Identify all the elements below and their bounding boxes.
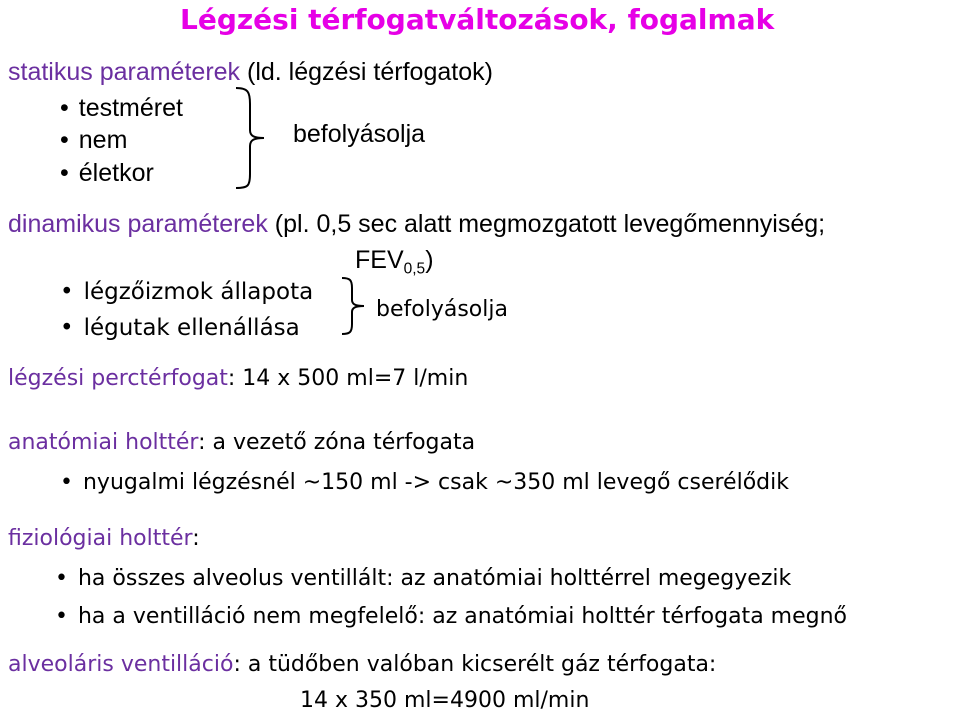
static-note: (ld. légzési térfogatok)	[240, 58, 493, 86]
list-item: • testméret	[60, 96, 183, 121]
minute-volume-term: légzési perctérfogat	[8, 366, 228, 391]
static-term: statikus paraméterek	[8, 58, 241, 86]
alveolar-ventilation	[8, 654, 716, 676]
alveolar-ventilation-def: : a tüdőben valóban kicserélt gáz térfogata:	[233, 652, 717, 677]
physiologic-dead-space-term: fiziológiai holttér	[8, 526, 193, 551]
anatomic-dead-space	[8, 432, 475, 454]
list-item: • ha a ventilláció nem megfelelő: az anatómiai holttér térfogata megnő	[55, 606, 847, 628]
list-item: • életkor	[60, 161, 154, 186]
minute-volume-value: : 14 x 500 ml=7 l/min	[227, 366, 469, 391]
page-title: Légzési térfogatváltozások, fogalmak	[180, 3, 775, 36]
dynamic-heading	[8, 212, 825, 237]
dynamic-note: (pl. 0,5 sec alatt megmozgatott levegőmennyiség;	[267, 210, 826, 238]
static-brace-label: befolyásolja	[293, 120, 426, 148]
brace-icon	[234, 86, 268, 190]
dynamic-brace-label: befolyásolja	[376, 297, 508, 322]
physiologic-dead-space-colon: :	[192, 526, 200, 551]
fev-main: FEV	[355, 246, 404, 274]
fev-label	[355, 246, 434, 278]
list-item: • nyugalmi légzésnél ~150 ml -> csak ~350 ml levegő cserélődik	[60, 472, 789, 494]
fev-sub: 0,5	[403, 260, 426, 278]
static-heading	[8, 60, 493, 85]
alveolar-ventilation-formula: 14 x 350 ml=4900 ml/min	[300, 688, 590, 713]
list-item: • ha összes alveolus ventillált: az anatómiai holttérrel megegyezik	[55, 568, 791, 590]
list-item: • nem	[60, 128, 127, 153]
fev-close: )	[425, 246, 434, 274]
minute-volume	[8, 368, 468, 390]
list-item: • légutak ellenállása	[60, 317, 300, 340]
dynamic-term: dinamikus paraméterek	[8, 210, 268, 238]
anatomic-dead-space-def: : a vezető zóna térfogata	[198, 430, 476, 455]
brace-icon	[340, 276, 368, 336]
physiologic-dead-space	[8, 528, 200, 550]
list-item: • légzőizmok állapota	[60, 281, 313, 304]
alveolar-ventilation-term: alveoláris ventilláció	[8, 652, 234, 677]
anatomic-dead-space-term: anatómiai holttér	[8, 430, 199, 455]
